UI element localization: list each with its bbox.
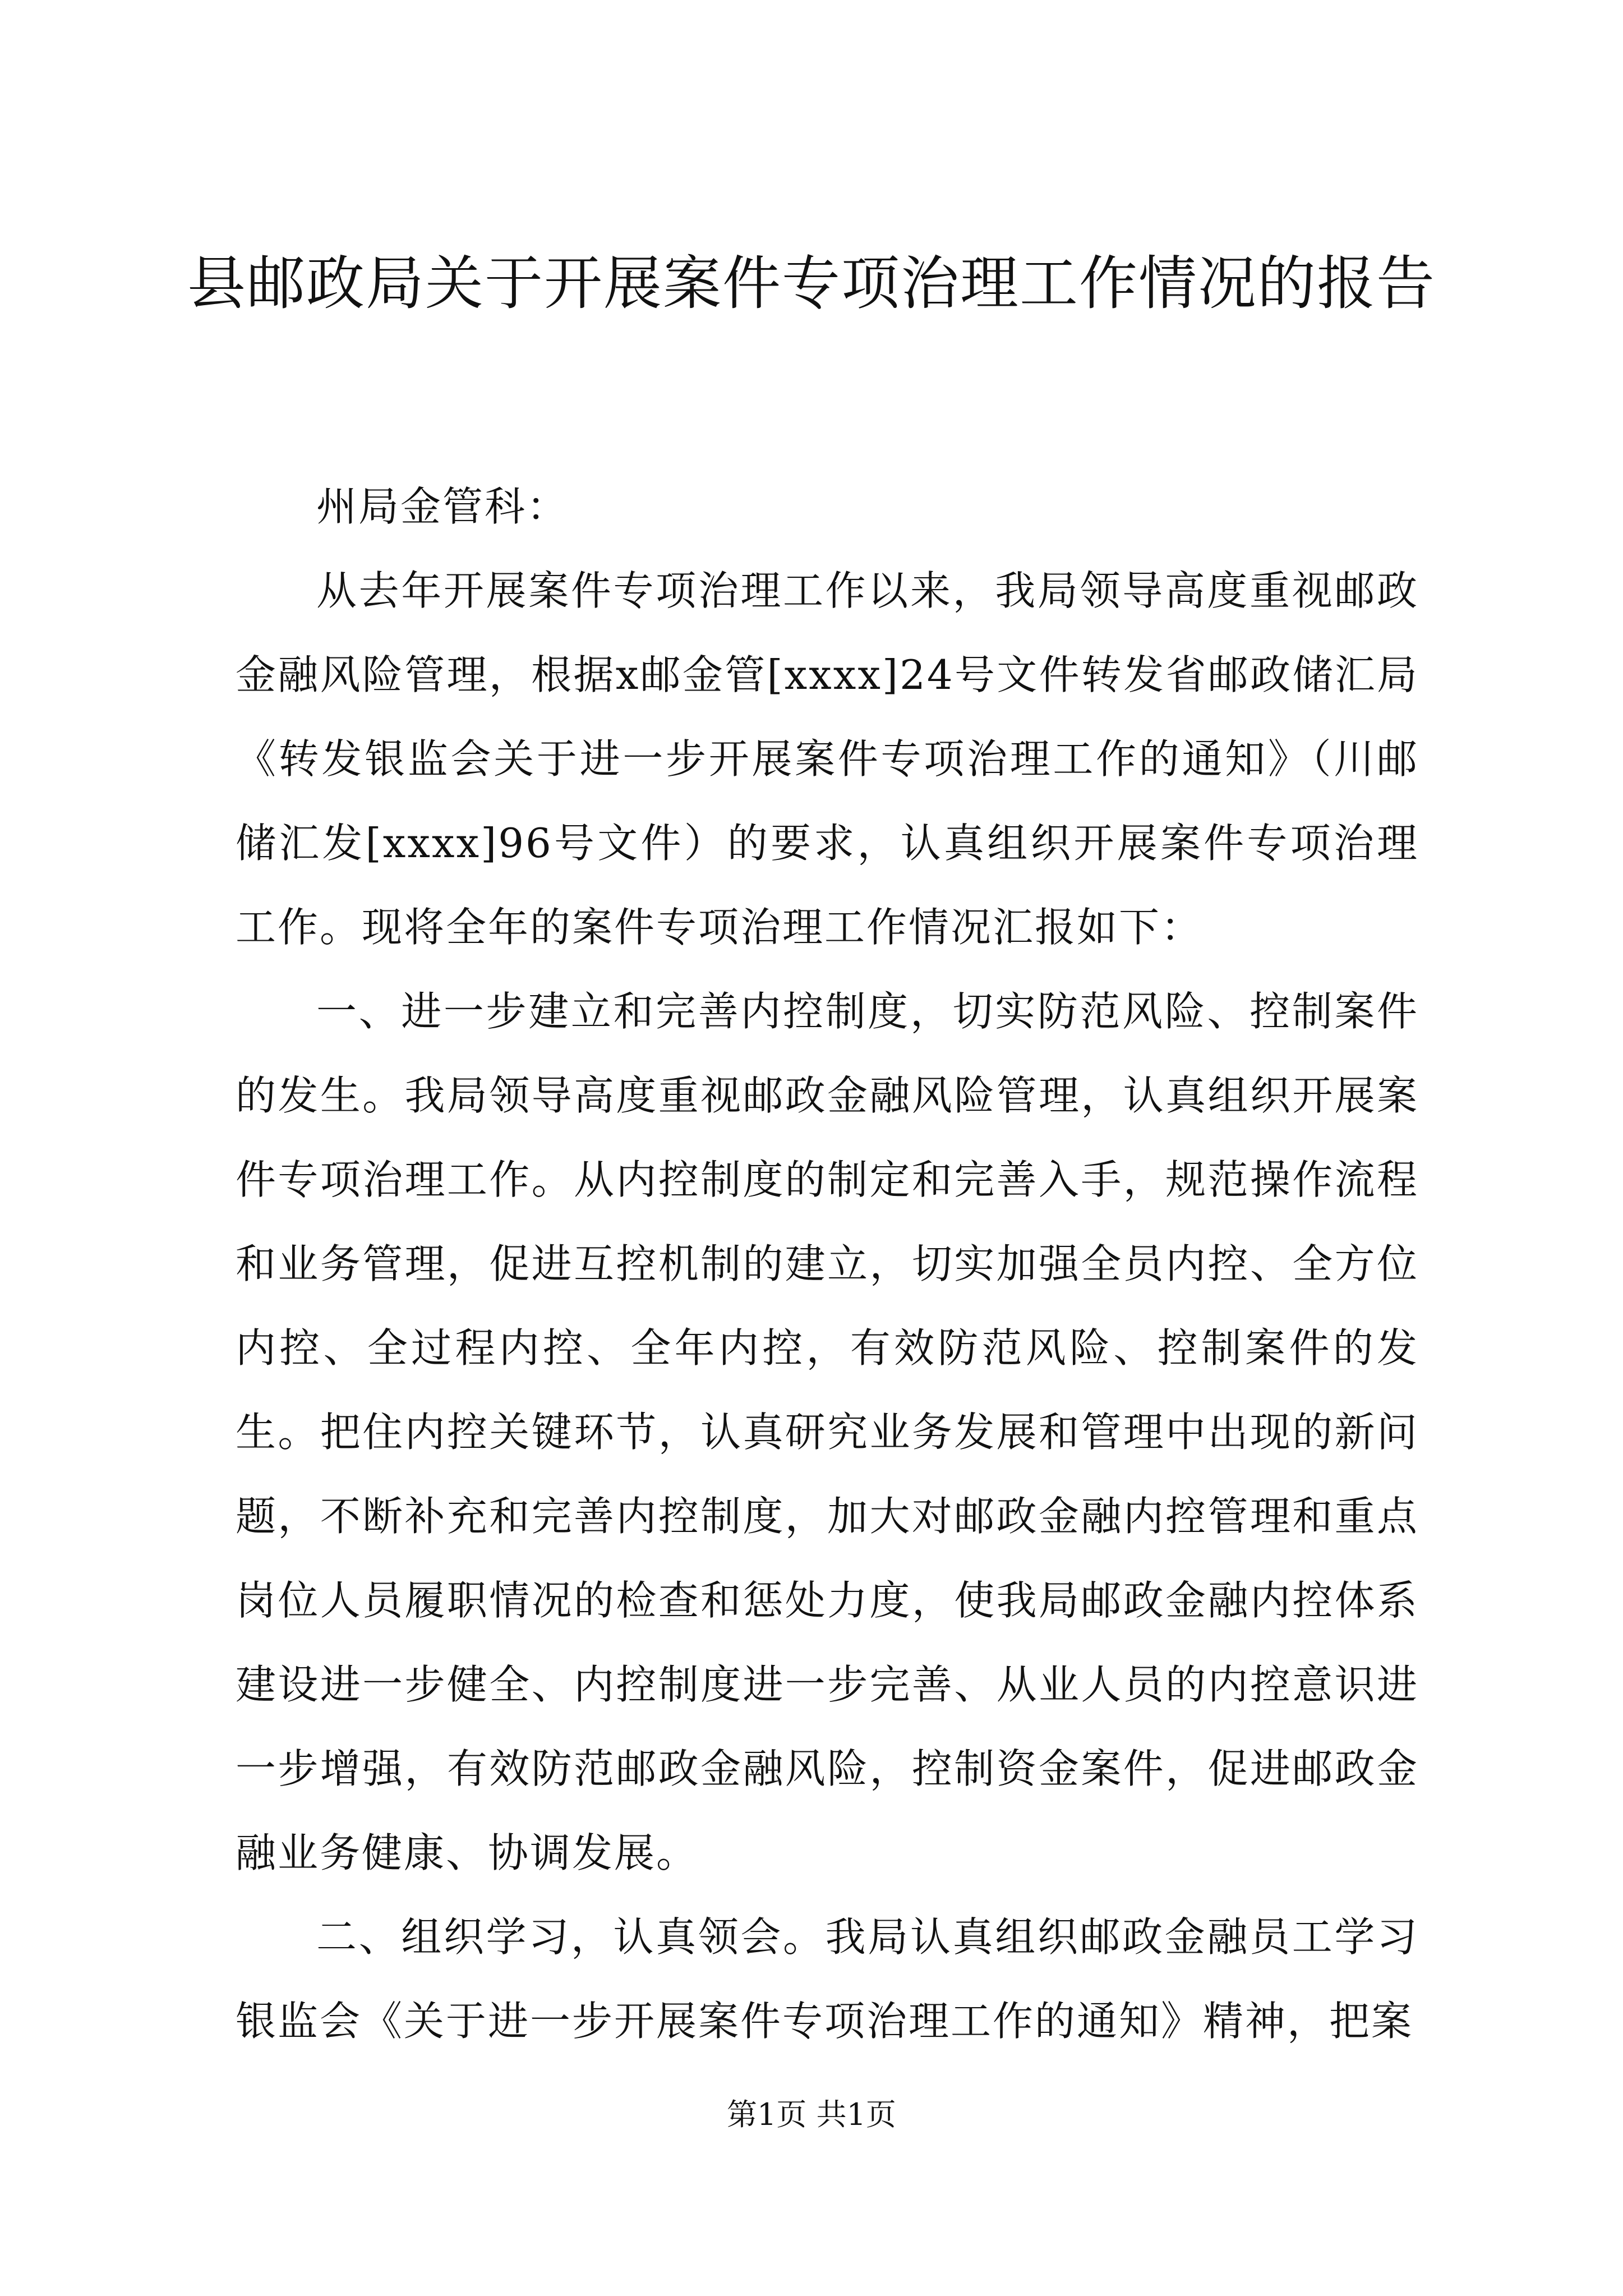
page-footer: 第1页 共1页 xyxy=(727,2097,896,2132)
paragraph-section-two: 二、组织学习，认真领会。我局认真组织邮政金融员工学习银监会《关于进一步开展案件专项治理工作的通知》精神，把案 xyxy=(236,1913,1419,2045)
document-body xyxy=(236,464,1419,2063)
paragraph-intro: 从去年开展案件专项治理工作以来，我局领导高度重视邮政金融风险管理，根据x邮金管[xxxx]24号文件转发省邮政储汇局《转发银监会关于进一步开展案件专项治理工作的通知》（川邮储汇发[xxxx]96号文件）的要求，认真组织开展案件专项治理工作。现将全年的案件专项治理工作情况汇报如下： xyxy=(236,567,1419,951)
document-title: 县邮政局关于开展案件专项治理工作情况的报告 xyxy=(187,249,1436,318)
paragraph-section-one: 一、进一步建立和完善内控制度，切实防范风险、控制案件的发生。我局领导高度重视邮政金融风险管理，认真组织开展案件专项治理工作。从内控制度的制定和完善入手，规范操作流程和业务管理，促进互控机制的建立，切实加强全员内控、全方位内控、全过程内控、全年内控，有效防范风险、控制案件的发生。把住内控关键环节，认真研究业务发展和管理中出现的新问题，不断补充和完善内控制度，加大对邮政金融内控管理和重点岗位人员履职情况的检查和惩处力度，使我局邮政金融内控体系建设进一步健全、内控制度进一步完善、从业人员的内控意识进一步增强，有效防范邮政金融风险，控制资金案件，促进邮政金融业务健康、协调发展。 xyxy=(236,988,1419,1876)
salutation: 州局金管科： xyxy=(316,483,569,530)
